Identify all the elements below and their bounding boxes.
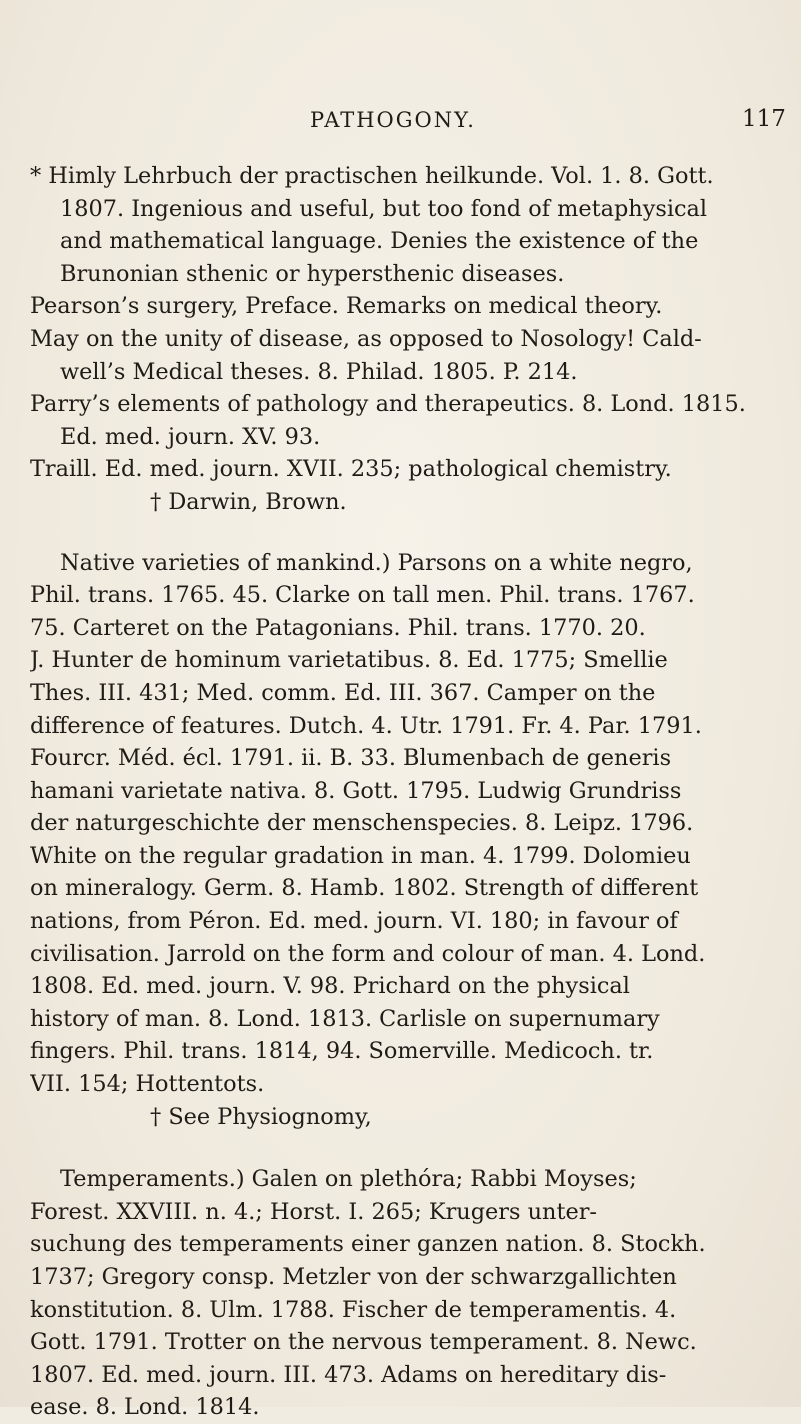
text-line: well’s Medical theses. 8. Philad. 1805. P. 214. [60,358,578,385]
running-head [0,108,801,138]
text-line: konstitution. 8. Ulm. 1788. Fischer de temperamentis. 4. [30,1296,677,1323]
cross-reference: † See Physiognomy, [150,1103,372,1130]
text-line: fingers. Phil. trans. 1814, 94. Somerville. Medicoch. tr. [30,1038,654,1065]
text-line: Ed. med. journ. XV. 93. [60,423,321,450]
text-line: der naturgeschichte der menschenspecies. 8. Leipz. 1796. [30,810,694,837]
text-line: nations, from Péron. Ed. med. journ. VI. 180; in favour of [30,908,678,935]
text-line: * Himly Lehrbuch der practischen heilkunde. Vol. 1. 8. Gott. [30,163,714,189]
text-line: Fourcr. Méd. écl. 1791. ii. B. 33. Blumenbach de generis [30,745,672,772]
text-line: history of man. 8. Lond. 1813. Carlisle on supernumary [30,1005,660,1032]
cross-reference: † Darwin, Brown. [150,488,347,515]
text-line: May on the unity of disease, as opposed to Nosology! Cald- [30,325,702,352]
running-title: PATHOGONY. [310,108,476,132]
text-line: ease. 8. Lond. 1814. [30,1394,260,1421]
text-line: hamani varietate nativa. 8. Gott. 1795. Ludwig Grundriss [30,777,682,804]
text-line: and mathematical language. Denies the existence of the [60,228,699,255]
text-line: on mineralogy. Germ. 8. Hamb. 1802. Strength of different [30,875,699,902]
section-gap [30,519,798,547]
section-gap [30,1133,798,1163]
text-line: Thes. III. 431; Med. comm. Ed. III. 367. Camper on the [30,679,656,706]
text-line: 1807. Ingenious and useful, but too fond of metaphysical [60,195,708,222]
section-heading-line: Native varieties of mankind.) Parsons on a white negro, [60,549,693,576]
text-line: Forest. XXVIII. n. 4.; Horst. I. 265; Krugers unter- [30,1198,597,1225]
text-line: 1807. Ed. med. journ. III. 473. Adams on hereditary dis- [30,1361,667,1388]
text-line: 1808. Ed. med. journ. V. 98. Prichard on the physical [30,973,630,1000]
text-line: White on the regular gradation in man. 4. 1799. Dolomieu [30,842,691,869]
page-number: 117 [742,106,786,132]
text-line: Parry’s elements of pathology and therapeutics. 8. Lond. 1815. [30,391,746,418]
text-line: civilisation. Jarrold on the form and colour of man. 4. Lond. [30,940,706,967]
text-line: VII. 154; Hottentots. [30,1071,265,1098]
text-line: Pearson’s surgery, Preface. Remarks on medical theory. [30,293,663,320]
text-line: Traill. Ed. med. journ. XVII. 235; pathological chemistry. [30,456,672,483]
text-line: 75. Carteret on the Patagonians. Phil. trans. 1770. 20. [30,614,646,641]
text-line: Phil. trans. 1765. 45. Clarke on tall men. Phil. trans. 1767. [30,582,695,609]
text-line: 1737; Gregory consp. Metzler von der schwarzgallichten [30,1264,677,1290]
body-text [30,160,798,1424]
section-heading-line: Temperaments.) Galen on plethóra; Rabbi Moyses; [60,1166,637,1193]
text-line: Brunonian sthenic or hypersthenic diseases. [60,260,565,287]
text-line: J. Hunter de hominum varietatibus. 8. Ed. 1775; Smellie [30,647,668,674]
text-line: Gott. 1791. Trotter on the nervous temperament. 8. Newc. [30,1329,697,1356]
text-line: difference of features. Dutch. 4. Utr. 1791. Fr. 4. Par. 1791. [30,712,702,739]
text-line: suchung des temperaments einer ganzen nation. 8. Stockh. [30,1231,706,1258]
